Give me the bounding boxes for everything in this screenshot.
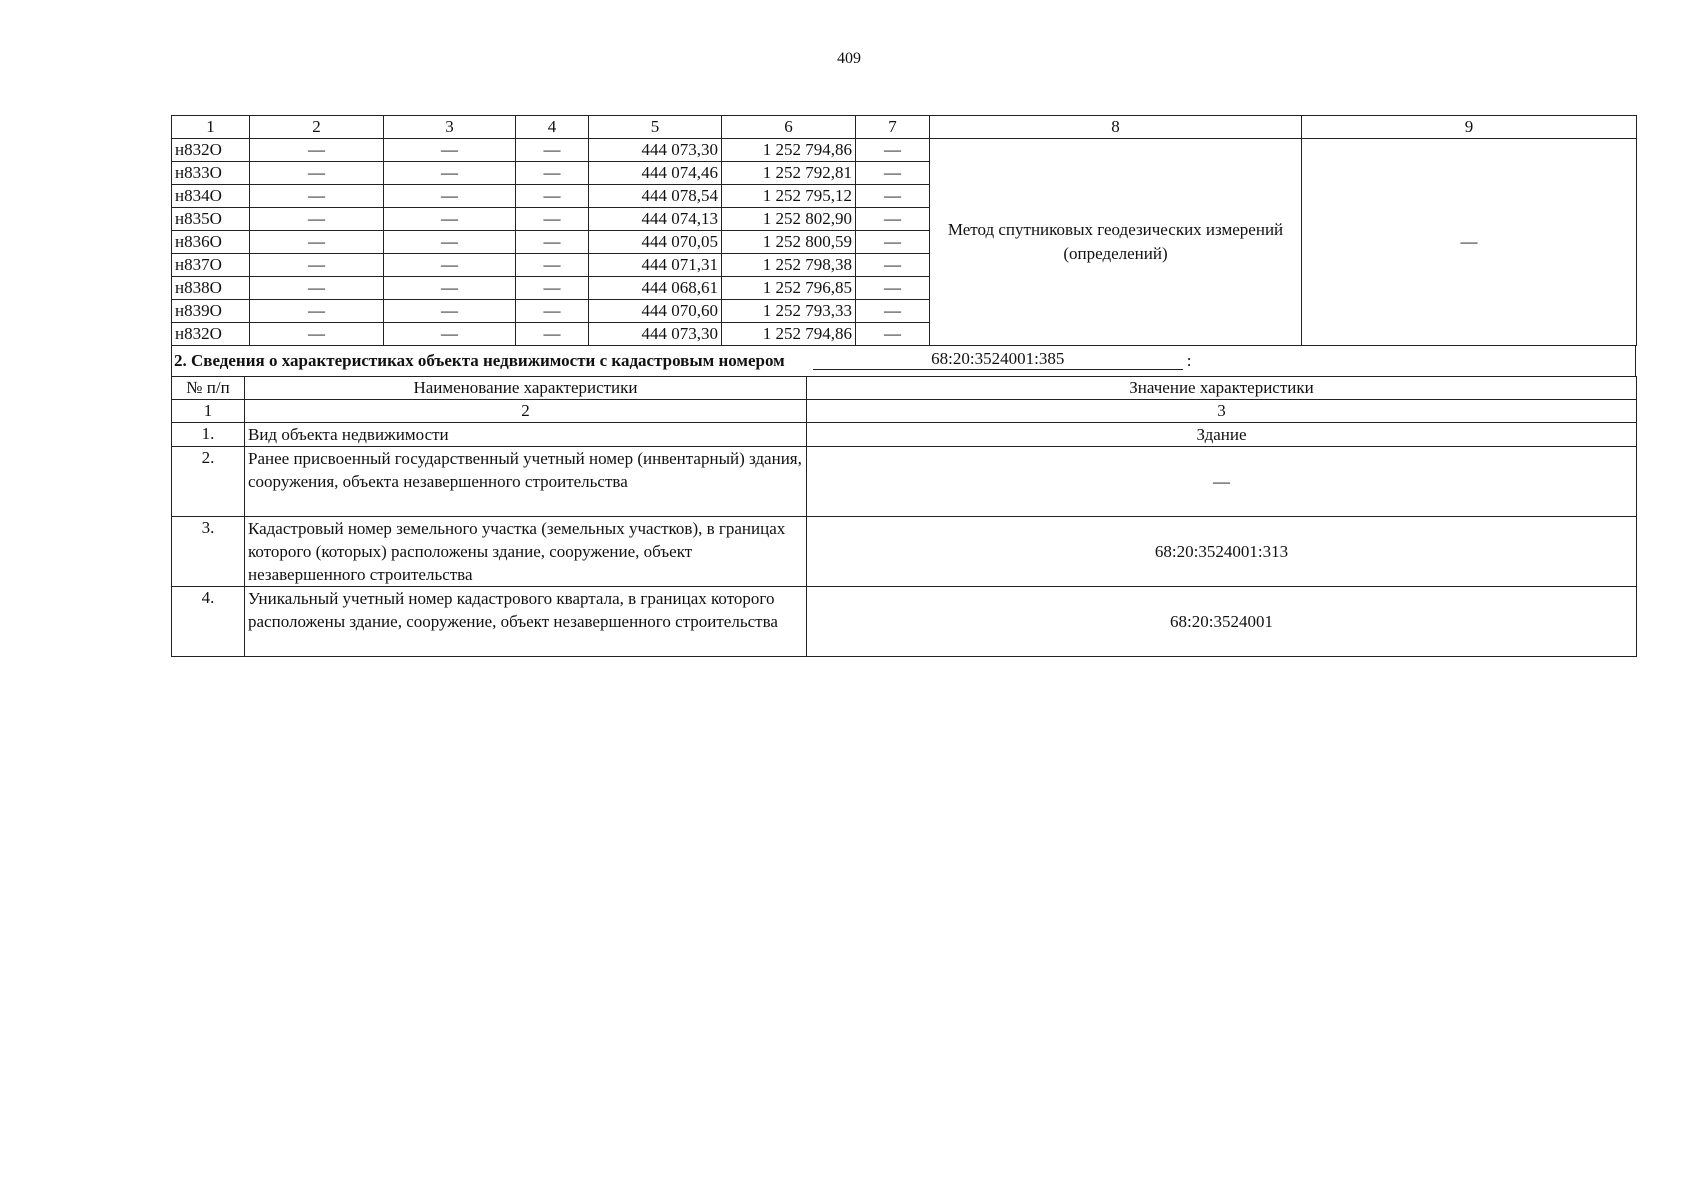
table-cell: — (516, 208, 589, 231)
table-cell: — (384, 208, 516, 231)
table-cell: — (856, 277, 930, 300)
table-cell: — (250, 300, 384, 323)
table-row (172, 447, 1637, 517)
table-row (172, 587, 1637, 657)
table-cell: — (250, 139, 384, 162)
col-index: 2 (245, 400, 807, 423)
coord-y: 1 252 795,12 (722, 185, 856, 208)
char-header-row (172, 377, 1637, 400)
coord-y: 1 252 798,38 (722, 254, 856, 277)
coord-y: 1 252 793,33 (722, 300, 856, 323)
coord-x: 444 070,60 (589, 300, 722, 323)
coord-y: 1 252 796,85 (722, 277, 856, 300)
col-header: № п/п (172, 377, 245, 400)
coord-y: 1 252 802,90 (722, 208, 856, 231)
section-title: 2. Сведения о характеристиках объекта недвижимости с кадастровым номером (174, 351, 785, 370)
table-cell: — (250, 254, 384, 277)
table-cell: — (856, 185, 930, 208)
characteristic-value: 68:20:3524001:313 (807, 517, 1637, 587)
characteristic-name: Ранее присвоенный государственный учетный номер (инвентарный) здания, сооружения, объекта незавершенного строительства (245, 447, 807, 517)
table-cell: — (250, 185, 384, 208)
table-cell: — (384, 231, 516, 254)
table-cell: — (384, 139, 516, 162)
coord-y: 1 252 800,59 (722, 231, 856, 254)
col-header: Значение характеристики (807, 377, 1637, 400)
row-number: 3. (172, 517, 245, 587)
col-header: 2 (250, 116, 384, 139)
table-row (172, 423, 1637, 447)
table-cell: — (516, 323, 589, 346)
col9-cell: — (1302, 139, 1637, 346)
col-header: 6 (722, 116, 856, 139)
col-header: 4 (516, 116, 589, 139)
point-id: н834О (172, 185, 250, 208)
coord-x: 444 073,30 (589, 139, 722, 162)
col-header: 7 (856, 116, 930, 139)
cadastral-number: 68:20:3524001:385 (813, 349, 1183, 370)
table-cell: — (516, 139, 589, 162)
table-cell: — (516, 254, 589, 277)
document-body (171, 115, 1636, 657)
table-cell: — (516, 162, 589, 185)
coord-x: 444 078,54 (589, 185, 722, 208)
coord-x: 444 073,30 (589, 323, 722, 346)
table-cell: — (516, 277, 589, 300)
table-cell: — (250, 162, 384, 185)
coord-x: 444 070,05 (589, 231, 722, 254)
method-cell: Метод спутниковых геодезических измерений (определений) (930, 139, 1302, 346)
col-index: 1 (172, 400, 245, 423)
coord-x: 444 074,46 (589, 162, 722, 185)
table-cell: — (250, 323, 384, 346)
characteristics-table (171, 376, 1637, 657)
characteristic-value: 68:20:3524001 (807, 587, 1637, 657)
table-cell: — (856, 300, 930, 323)
table-row (172, 517, 1637, 587)
table-cell: — (250, 208, 384, 231)
table-cell: — (250, 277, 384, 300)
coordinates-table (171, 115, 1637, 346)
char-subheader-row (172, 400, 1637, 423)
table-cell: — (516, 300, 589, 323)
coord-x: 444 074,13 (589, 208, 722, 231)
characteristic-name: Кадастровый номер земельного участка (земельных участков), в границах которого (которых) расположены здание, сооружение, объект незавершенного строительства (245, 517, 807, 587)
characteristic-name: Вид объекта недвижимости (245, 423, 807, 447)
colon: : (1186, 351, 1192, 370)
table-cell: — (856, 139, 930, 162)
col-header: 3 (384, 116, 516, 139)
col-index: 3 (807, 400, 1637, 423)
col-header: 1 (172, 116, 250, 139)
table-cell: — (856, 162, 930, 185)
point-id: н836О (172, 231, 250, 254)
table-row (172, 139, 1637, 162)
row-number: 4. (172, 587, 245, 657)
coord-y: 1 252 792,81 (722, 162, 856, 185)
point-id: н837О (172, 254, 250, 277)
table-cell: — (384, 254, 516, 277)
point-id: н838О (172, 277, 250, 300)
table-cell: — (384, 300, 516, 323)
table-cell: — (384, 323, 516, 346)
table-cell: — (856, 323, 930, 346)
table-cell: — (516, 231, 589, 254)
page-number: 409 (837, 50, 861, 67)
coords-header-row (172, 116, 1637, 139)
coord-y: 1 252 794,86 (722, 139, 856, 162)
point-id: н839О (172, 300, 250, 323)
characteristic-name: Уникальный учетный номер кадастрового квартала, в границах которого расположены здание, сооружение, объект незавершенного строительства (245, 587, 807, 657)
col-header: 5 (589, 116, 722, 139)
col-header: 8 (930, 116, 1302, 139)
section-heading (171, 346, 1636, 376)
table-cell: — (856, 208, 930, 231)
table-cell: — (250, 231, 384, 254)
point-id: н832О (172, 139, 250, 162)
col-header: Наименование характеристики (245, 377, 807, 400)
col-header: 9 (1302, 116, 1637, 139)
characteristic-value: Здание (807, 423, 1637, 447)
row-number: 2. (172, 447, 245, 517)
point-id: н832О (172, 323, 250, 346)
coord-y: 1 252 794,86 (722, 323, 856, 346)
table-cell: — (384, 185, 516, 208)
coord-x: 444 068,61 (589, 277, 722, 300)
point-id: н835О (172, 208, 250, 231)
table-cell: — (856, 231, 930, 254)
row-number: 1. (172, 423, 245, 447)
coord-x: 444 071,31 (589, 254, 722, 277)
table-cell: — (384, 162, 516, 185)
table-cell: — (516, 185, 589, 208)
table-cell: — (856, 254, 930, 277)
characteristic-value: — (807, 447, 1637, 517)
point-id: н833О (172, 162, 250, 185)
table-cell: — (384, 277, 516, 300)
